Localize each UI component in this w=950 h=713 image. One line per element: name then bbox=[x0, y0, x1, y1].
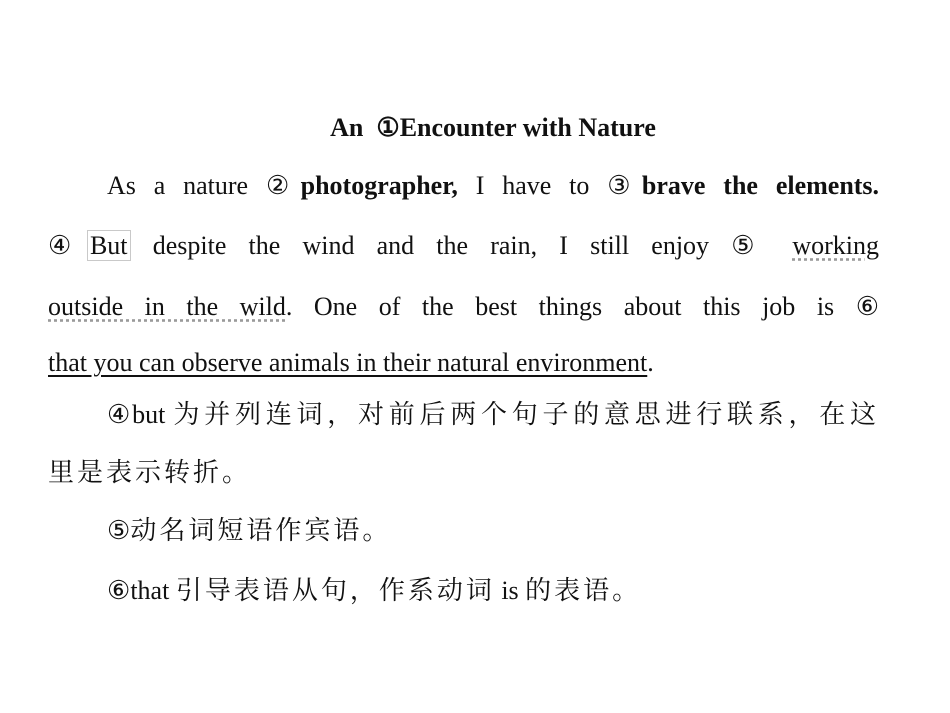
text-segment: despite the wind and the rain, I still enjoy bbox=[152, 231, 710, 260]
note-6-text-end: 的表语。 bbox=[525, 576, 642, 605]
note-mark-4: ④ bbox=[107, 400, 133, 429]
underlined-clause: that you can observe animals in their natural environment bbox=[48, 348, 648, 377]
title-prefix: An bbox=[330, 113, 364, 142]
period: . bbox=[647, 348, 654, 377]
dotted-phrase-start: working bbox=[792, 231, 880, 260]
passage-title bbox=[0, 111, 950, 145]
keyword-brave-the-elements: brave the elements. bbox=[641, 171, 880, 200]
keyword-photographer: photographer, bbox=[300, 171, 458, 200]
note-4-line-2 bbox=[48, 456, 879, 490]
passage-line-2 bbox=[48, 229, 879, 263]
title-mark-1: ① bbox=[376, 113, 400, 142]
note-4-text: 为并列连词，对前后两个句子的意思进行联系，在这 bbox=[173, 400, 879, 429]
text-segment: As a nature bbox=[107, 171, 249, 200]
boxed-word-but: But bbox=[87, 230, 131, 261]
note-mark-6: ⑥ bbox=[107, 576, 131, 605]
note-6 bbox=[107, 574, 879, 608]
mark-4: ④ bbox=[48, 231, 87, 260]
note-word-but: but bbox=[132, 400, 166, 429]
note-4-line-1 bbox=[107, 398, 879, 432]
text-segment: . One of the best things about this job is bbox=[285, 292, 835, 321]
note-word-is: is bbox=[501, 576, 519, 605]
note-4-text-cont: 里是表示转折。 bbox=[48, 458, 252, 487]
note-6-text: 引导表语从句，作系动词 bbox=[175, 576, 495, 605]
title-rest: Encounter with Nature bbox=[399, 113, 656, 142]
passage-line-4 bbox=[48, 346, 879, 380]
passage-line-1 bbox=[107, 169, 879, 203]
note-mark-5: ⑤ bbox=[107, 516, 131, 545]
mark-2: ② bbox=[265, 171, 301, 200]
dotted-phrase-end: outside in the wild bbox=[48, 292, 286, 321]
note-word-that: that bbox=[130, 576, 170, 605]
mark-3: ③ bbox=[607, 171, 642, 200]
mark-6: ⑥ bbox=[855, 292, 879, 321]
passage-line-3 bbox=[48, 290, 879, 324]
note-5-text: 动名词短语作宾语。 bbox=[130, 516, 392, 545]
mark-5: ⑤ bbox=[731, 231, 771, 260]
note-5 bbox=[107, 514, 879, 548]
text-segment: I have to bbox=[475, 171, 590, 200]
